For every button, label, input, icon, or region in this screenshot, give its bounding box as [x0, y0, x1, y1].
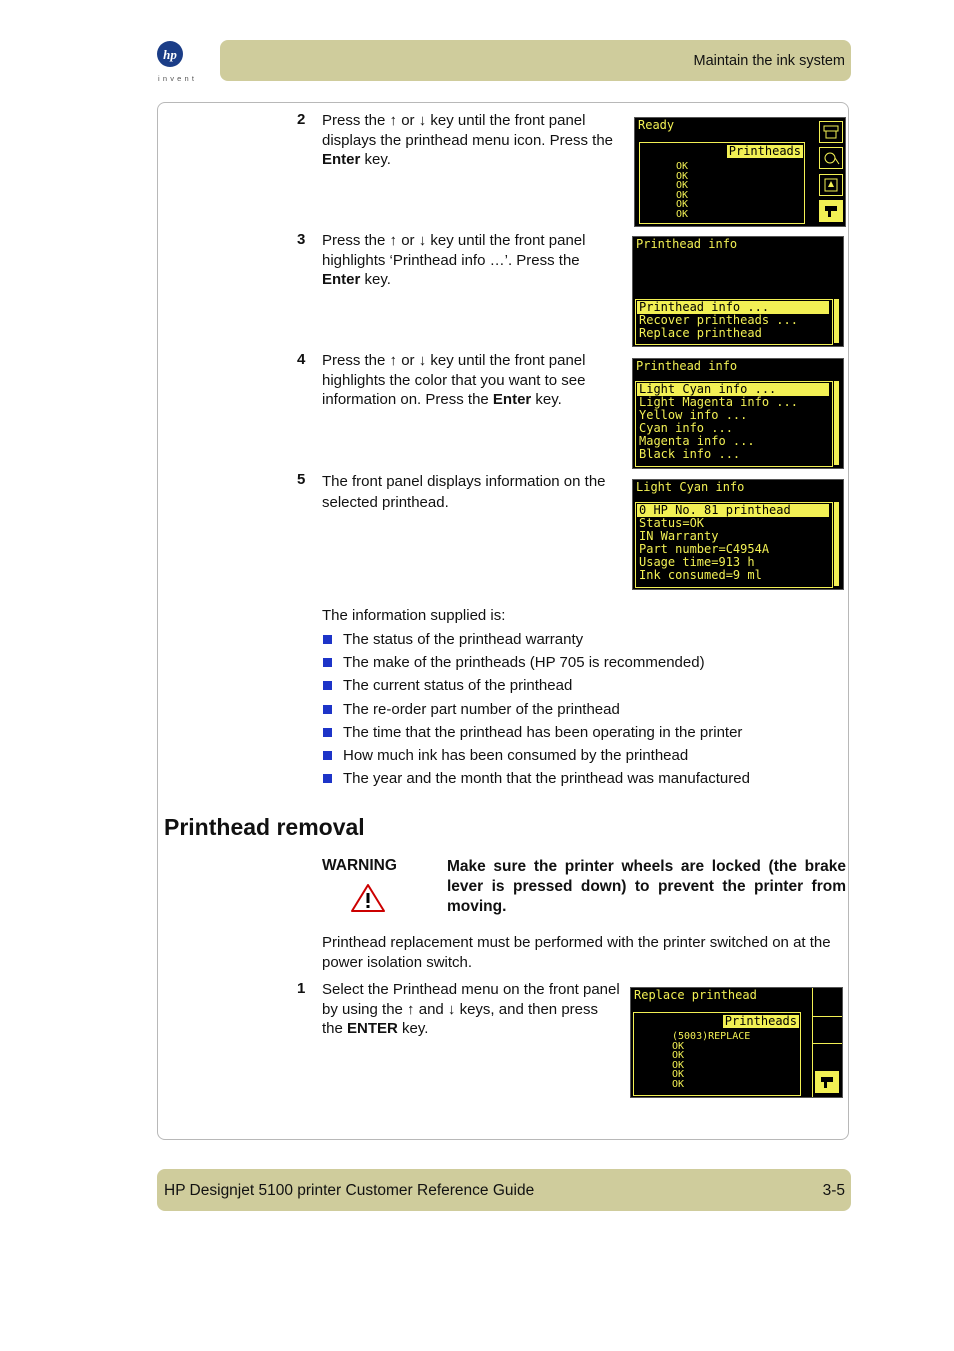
lcd-title: Ready [638, 118, 675, 132]
warning-label: WARNING [322, 857, 397, 874]
bullet-icon [323, 728, 332, 737]
lcd-panel [633, 1012, 801, 1096]
lcd-title: Replace printhead [634, 988, 757, 1002]
lcd-info-list [635, 502, 833, 588]
lcd-panel [639, 142, 805, 224]
list-item: The time that the printhead has been operating in the printer [322, 723, 750, 746]
info-list [322, 630, 750, 792]
step-text: Press the ↑ or ↓ key until the front panel highlights the color that you want to see information on. Press the Enter key. [322, 352, 586, 408]
header-section-title: Maintain the ink system [693, 53, 845, 69]
lcd-replace-printhead [630, 987, 843, 1098]
step-text: Press the ↑ or ↓ key until the front panel highlights ‘Printhead info …’. Press the Enter key. [322, 232, 586, 288]
lcd-menu-item: Recover printheads ... [639, 313, 798, 327]
lcd-menu-item-selected: Printhead info ... [637, 301, 829, 314]
lcd-scrollbar [834, 381, 839, 465]
lcd-printhead-info-menu [632, 236, 844, 347]
printer-icon [819, 121, 843, 143]
lcd-light-cyan-info [632, 479, 844, 590]
warning-text: Make sure the printer wheels are locked (the brake lever is pressed down) to prevent the printer from moving. [447, 858, 846, 915]
bullet-icon [323, 681, 332, 690]
lcd-menu-item: Replace printhead [639, 326, 762, 340]
lcd-title: Printhead info [636, 359, 738, 373]
lcd-scrollbar [834, 299, 839, 343]
hp-logo [156, 40, 208, 84]
step-number: 2 [297, 111, 306, 128]
list-item: The current status of the printhead [322, 676, 750, 699]
bullet-icon [323, 705, 332, 714]
header-band [220, 40, 851, 81]
lcd-status-rows: OK OK OK OK OK OK [676, 161, 689, 220]
warning-triangle-icon [350, 883, 386, 913]
logo-tagline: invent [158, 74, 198, 83]
bullet-icon [323, 751, 332, 760]
lcd-printheads-menu [634, 117, 846, 227]
paper-roll-icon [819, 147, 843, 169]
page-number: 3-5 [822, 1182, 845, 1199]
step-text: Press the ↑ or ↓ key until the front panel displays the printhead menu icon. Press the Enter key. [322, 112, 613, 168]
list-item: The year and the month that the printhead was manufactured [322, 769, 750, 792]
step-number: 4 [297, 351, 306, 368]
bullet-icon [323, 658, 332, 667]
step-number: 1 [297, 980, 306, 997]
lcd-divider [812, 1016, 843, 1017]
step-number: 3 [297, 231, 306, 248]
lcd-divider [812, 1043, 843, 1044]
list-item: The status of the printhead warranty [322, 630, 750, 653]
info-intro: The information supplied is: [322, 607, 506, 624]
lcd-info-item-selected: 0 HP No. 81 printhead [637, 504, 829, 517]
lcd-menu-item: Magenta info ... [639, 434, 755, 448]
replacement-paragraph: Printhead replacement must be performed with the printer switched on at the power isolation switch. [322, 934, 831, 971]
lcd-menu-list [635, 381, 833, 467]
printhead-icon [819, 200, 843, 222]
ink-cartridge-icon [819, 174, 843, 196]
lcd-title: Printhead info [636, 237, 738, 251]
step-text: The front panel displays information on the selected printhead. [322, 473, 606, 511]
footer-band [157, 1169, 851, 1211]
lcd-info-item: Status=OK [639, 516, 705, 530]
lcd-status-rows: (5003)REPLACE OK OK OK OK OK [672, 1031, 751, 1090]
lcd-info-item: Part number=C4954A [639, 542, 770, 556]
list-item: How much ink has been consumed by the printhead [322, 746, 750, 769]
lcd-menu-item-selected: Light Cyan info ... [637, 383, 829, 396]
lcd-info-item: IN Warranty [639, 529, 719, 543]
lcd-menu-item: Black info ... [639, 447, 741, 461]
lcd-menu-item: Cyan info ... [639, 421, 733, 435]
lcd-scrollbar [834, 502, 839, 586]
lcd-panel-label: Printheads [728, 144, 801, 158]
list-item: The make of the printheads (HP 705 is recommended) [322, 653, 750, 676]
lcd-info-item: Ink consumed=9 ml [639, 568, 762, 582]
lcd-panel-label: Printheads [724, 1014, 797, 1028]
printhead-icon [815, 1071, 839, 1093]
footer-title: HP Designjet 5100 printer Customer Reference Guide [164, 1182, 535, 1199]
bullet-icon [323, 635, 332, 644]
logo-text: hp [163, 47, 177, 62]
bullet-icon [323, 774, 332, 783]
section-heading: Printhead removal [164, 814, 365, 840]
lcd-color-select-menu [632, 358, 844, 469]
lcd-menu-item: Yellow info ... [639, 408, 748, 422]
lcd-info-item: Usage time=913 h [639, 555, 755, 569]
lcd-title: Light Cyan info [636, 480, 745, 494]
lcd-menu-list [635, 299, 833, 345]
list-item: The re-order part number of the printhead [322, 700, 750, 723]
step-text: Select the Printhead menu on the front panel by using the ↑ and ↓ keys, and then press the ENTER key. [322, 981, 620, 1037]
step-number: 5 [297, 471, 306, 488]
lcd-menu-item: Light Magenta info ... [639, 395, 798, 409]
